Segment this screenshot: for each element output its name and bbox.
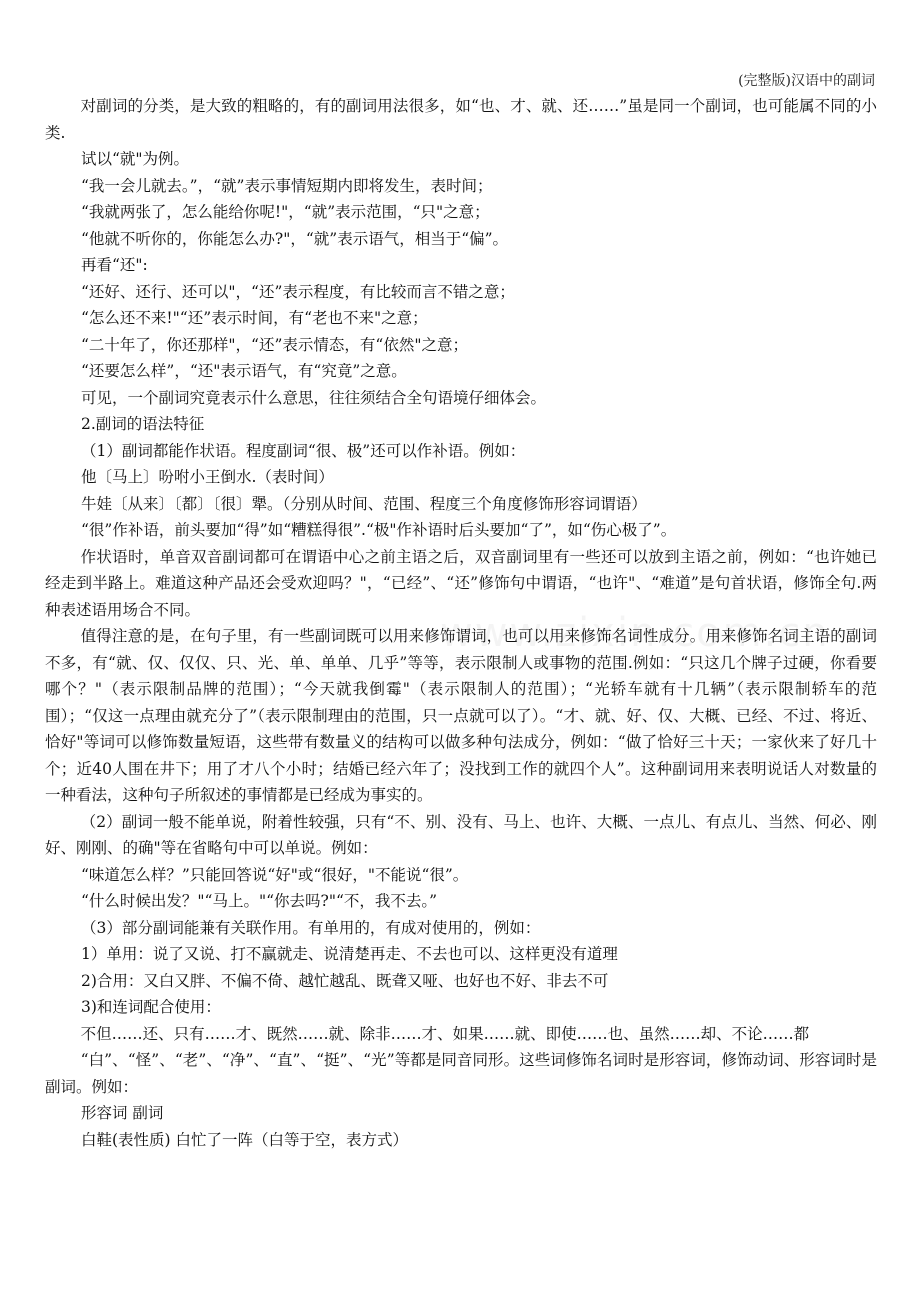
paragraph: “白”、“怪”、“老”、“净”、“直”、“挺”、“光”等都是同音同形。这些词修饰名词时是形容词，修饰动词、形容词时是副词。例如：: [45, 1051, 877, 1096]
paragraph: 白鞋(表性质) 白忙了一阵（白等于空，表方式）: [81, 1130, 409, 1149]
paragraph: “什么时候出发？"“马上。"“你去吗?"“不，我不去。”: [81, 892, 438, 910]
list-item: 2)合用：又白又胖、不偏不倚、越忙越乱、既聋又哑、也好也不好、非去不可: [81, 971, 609, 990]
paragraph: “味道怎么样？”只能回答说“好"或“很好，"不能说“很”。: [81, 865, 469, 884]
paragraph: 牛娃〔从来〕〔都〕〔很〕犟。（分别从时间、范围、程度三个角度修饰形容词谓语）: [81, 494, 647, 513]
paragraph: “我就两张了，怎么能给你呢!"，“就”表示范围，“只"之意；: [81, 203, 490, 221]
document-body: [45, 93, 877, 1153]
paragraph: 可见，一个副词究竟表示什么意思，往往须结合全句语境仔细体会。: [81, 388, 547, 407]
paragraph: 他〔马上〕吩咐小王倒水.（表时间）: [81, 468, 334, 486]
paragraph: 试以“就"为例。: [81, 150, 190, 168]
list-item: 1）单用：说了又说、打不赢就走、说清楚再走、不去也可以、这样更没有道理: [81, 945, 618, 963]
paragraph: 值得注意的是，在句子里，有一些副词既可以用来修饰谓词，也可以用来修饰名词性成分。用来修饰名词主语的副词不多，有“就、仅、仅仅、只、光、单、单单、几乎”等等，表示限制人或事物的范围.例如：“只这几个牌子过硬，你看要哪个？"（表示限制品牌的范围）；“今天就我倒霉"（表示限制人的范围）；“光轿车就有十几辆”（表示限制轿车的范围）；“仅这一点理由就充分了”（表示限制理由的范围，只一点就可以了）。“才、就、好、仅、大概、已经、不过、将近、恰好"等词可以修饰数量短语，这些带有数量义的结构可以做多种句法成分，例如：“做了恰好三十天；一家伙来了好几十个；近40人围在井下；用了才八个小时；结婚已经六年了；没找到工作的就四个人”。这种副词用来表明说话人对数量的一种看法，这种句子所叙述的事情都是已经成为事实的。: [45, 627, 877, 804]
paragraph: “我一会儿就去。”，“就”表示事情短期内即将发生，表时间；: [81, 176, 493, 195]
section-heading: 2.副词的语法特征: [81, 415, 205, 433]
paragraph: 再看“还":: [81, 256, 148, 274]
paragraph: （1）副词都能作状语。程度副词“很、极”还可以作补语。例如：: [81, 441, 526, 460]
paragraph: “还要怎么样”，“还"表示语气，有“究竟”之意。: [81, 362, 407, 380]
list-item: 3)和连词配合使用：: [81, 998, 221, 1016]
paragraph: 不但……还、只有……才、既然……就、除非……才、如果……就、即使……也、虽然……却、不论……都: [80, 1024, 810, 1043]
paragraph: 形容词 副词: [81, 1104, 164, 1122]
paragraph: 作状语时，单音双音副词都可在谓语中心之前主语之后，双音副词里有一些还可以放到主语之前，例如：“也许她已经走到半路上。难道这种产品还会受欢迎吗？"，“已经”、“还”修饰句中谓语，“也许"、“难道”是句首状语，修饰全句.两种表述语用场合不同。: [45, 547, 877, 619]
paragraph: “怎么还不来!"“还”表示时间，有“老也不来"之意；: [81, 309, 428, 327]
paragraph: “很”作补语，前头要加“得”如“糟糕得很”.“极"作补语时后头要加“了”，如“伤心极了”。: [81, 521, 677, 539]
paragraph: （3）部分副词能兼有关联作用。有单用的，有成对使用的，例如：: [81, 918, 541, 937]
paragraph: “二十年了，你还那样"，“还”表示情态，有“依然"之意；: [81, 335, 468, 354]
paragraph: 对副词的分类，是大致的粗略的，有的副词用法很多，如“也、才、就、还……”虽是同一个副词，也可能属不同的小类.: [45, 97, 877, 142]
paragraph: “他就不听你的，你能怎么办?"，“就”表示语气，相当于“偏”。: [81, 229, 509, 248]
paragraph: （2）副词一般不能单说，附着性较强，只有“不、别、没有、马上、也许、大概、一点儿、有点儿、当然、何必、刚好、刚刚、的确"等在省略句中可以单说。例如：: [45, 812, 877, 857]
page-header-title: (完整版)汉语中的副词: [738, 73, 875, 89]
paragraph: “还好、还行、还可以"，“还”表示程度，有比较而言不错之意；: [81, 282, 515, 301]
